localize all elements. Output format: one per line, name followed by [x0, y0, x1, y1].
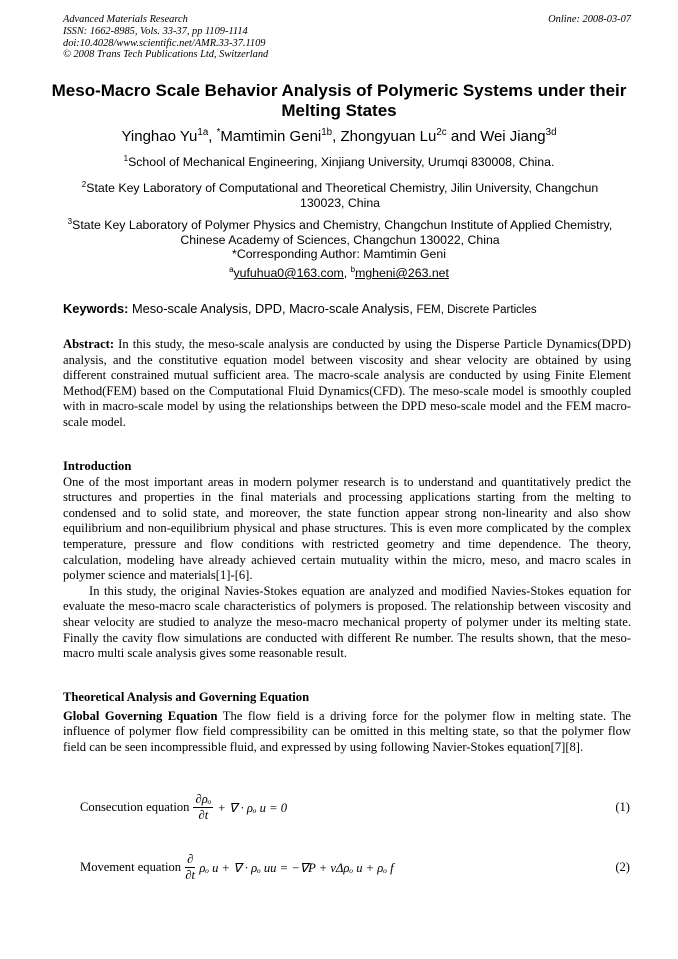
author-sup: 1a [197, 127, 209, 138]
email-sup: a [229, 264, 234, 274]
copyright: © 2008 Trans Tech Publications Ltd, Switzerland [63, 49, 269, 61]
journal-header [63, 14, 268, 61]
corresponding-author: *Corresponding Author: Mamtimin Geni [232, 247, 446, 261]
author-sup: 1b [321, 127, 333, 138]
aff-sup: 1 [123, 153, 129, 163]
email-link[interactable]: yufuhua0@163.com [233, 266, 344, 280]
separator: and [446, 128, 481, 145]
numerator: ∂ρₒ [195, 792, 212, 806]
keywords-tail: FEM, Discrete Particles [416, 304, 537, 316]
equation-label: Consecution equation [80, 800, 190, 814]
equation-label: Movement equation [80, 860, 182, 874]
equation-body: ρₒ u + ∇ · ρₒ uu = −∇P + νΔρₒ u + ρₒ f [199, 860, 394, 875]
theory-section [63, 690, 631, 755]
fraction [185, 852, 195, 883]
aff-text: State Key Laboratory of Computational and Theoretical Chemistry, Jilin University, Changchun 130023, China [86, 181, 599, 210]
affiliation-3 [60, 218, 620, 247]
aff-sup: 2 [81, 179, 87, 189]
author: Wei Jiang [480, 128, 546, 145]
paragraph: The flow field is a driving force for the polymer flow in melting state. The influence of polymer flow field compressibility can be omitted in this melting state, so that the polymer flow field can be seen incompressible fluid, and expressed by using following Navier-Stokes equation[7][8]. [63, 708, 631, 754]
issn: ISSN: 1662-8985, Vols. 33-37, pp 1109-1114 [63, 25, 248, 37]
corresponding-mark: * [216, 127, 221, 138]
affiliation-2 [70, 181, 610, 210]
online-date: Online: 2008-03-07 [548, 14, 631, 25]
journal-name: Advanced Materials Research [63, 14, 188, 25]
equation-1 [80, 792, 630, 823]
separator: , [332, 128, 341, 145]
subsection-label: Global Governing Equation [63, 708, 218, 723]
abstract-label: Abstract: [63, 337, 115, 351]
equation-2 [80, 852, 630, 883]
abstract-text: In this study, the meso-scale analysis are conducted by using the Disperse Particle Dynamics(DPD) analysis, and the constitutive equation model between viscosity and shear velocity are obtained by using different constrained mutual sufficient area. The macro-scale analysis are conducted by using Finite Element Method(FEM) based on the Computational Fluid Dynamics(CFD). The meso-scale model is smoothly coupled with in macro-scale model by using the relationships between the DPD meso-scale model and the FEM macro-scale model. [63, 337, 631, 429]
numerator: ∂ [187, 852, 194, 866]
author-sup: 2c [436, 127, 447, 138]
keywords [63, 301, 537, 316]
paragraph: In this study, the original Navies-Stokes equation are analyzed and modified Navies-Stokes equation for evaluate the meso-macro scale characteristics of polymers is proposed. The relationship between viscosity and shear velocity are studied to analyze the meso-macro mechanical property of polymer under its melting state. Finally the cavity flow simulations are conducted with different Re number. The results shown, that the meso-macro multi scale analysis gives some reasonable result. [63, 583, 631, 661]
doi: doi:10.4028/www.scientific.net/AMR.33-37.1109 [63, 37, 266, 49]
aff-text: State Key Laboratory of Polymer Physics and Chemistry, Changchun Institute of Applied Chemistry, Chinese Academy of Sciences, Changchun 130022, China [72, 218, 613, 247]
section-heading: Theoretical Analysis and Governing Equation [63, 690, 310, 704]
author: Mamtimin Geni [220, 128, 322, 145]
affiliation-1 [50, 155, 628, 170]
author: Zhongyuan Lu [340, 128, 437, 145]
email-link[interactable]: mgheni@263.net [355, 266, 449, 280]
emails: $^a$yufuhua0@163.com, $^b$mgheni@263.net [229, 264, 449, 280]
aff-text: School of Mechanical Engineering, Xinjiang University, Urumqi 830008, China. [128, 155, 555, 169]
author-sup: 3d [545, 127, 557, 138]
separator: , [208, 128, 217, 145]
aff-sup: 3 [67, 216, 73, 226]
denominator: ∂t [198, 808, 209, 822]
keywords-text: Meso-scale Analysis, DPD, Macro-scale Analysis, [128, 301, 417, 316]
keywords-label: Keywords: [63, 301, 129, 316]
paper-title: Meso-Macro Scale Behavior Analysis of Polymeric Systems under their Melting States [51, 81, 627, 120]
abstract [63, 337, 631, 431]
author: Yinghao Yu [121, 128, 198, 145]
paragraph: One of the most important areas in modern polymer research is to understand and quantitatively predict the structures and properties in the final materials and processing applications starting from the melting to condensed and to solid state, and moreover, the state function appear strong non-linearity and also show equilibrium and non-equilibrium physical and phase structures. This is even more complicated by the complex temperature, pressure and flow conditions with restricted geometry and time dependence. The theory, calculation, modeling have already achieved certain mutuality within the micro, meso, and macro scales in polymer science and materials[1]-[6]. [63, 474, 631, 583]
author-list [50, 128, 628, 145]
email-sup: b [350, 264, 356, 274]
equation-number: (2) [615, 860, 630, 874]
equation-number: (1) [615, 800, 630, 814]
denominator: ∂t [185, 868, 196, 882]
section-heading: Introduction [63, 459, 132, 473]
equation-body: + ∇ · ρₒ u = 0 [217, 800, 288, 815]
fraction [193, 792, 213, 823]
introduction-section [63, 459, 631, 662]
